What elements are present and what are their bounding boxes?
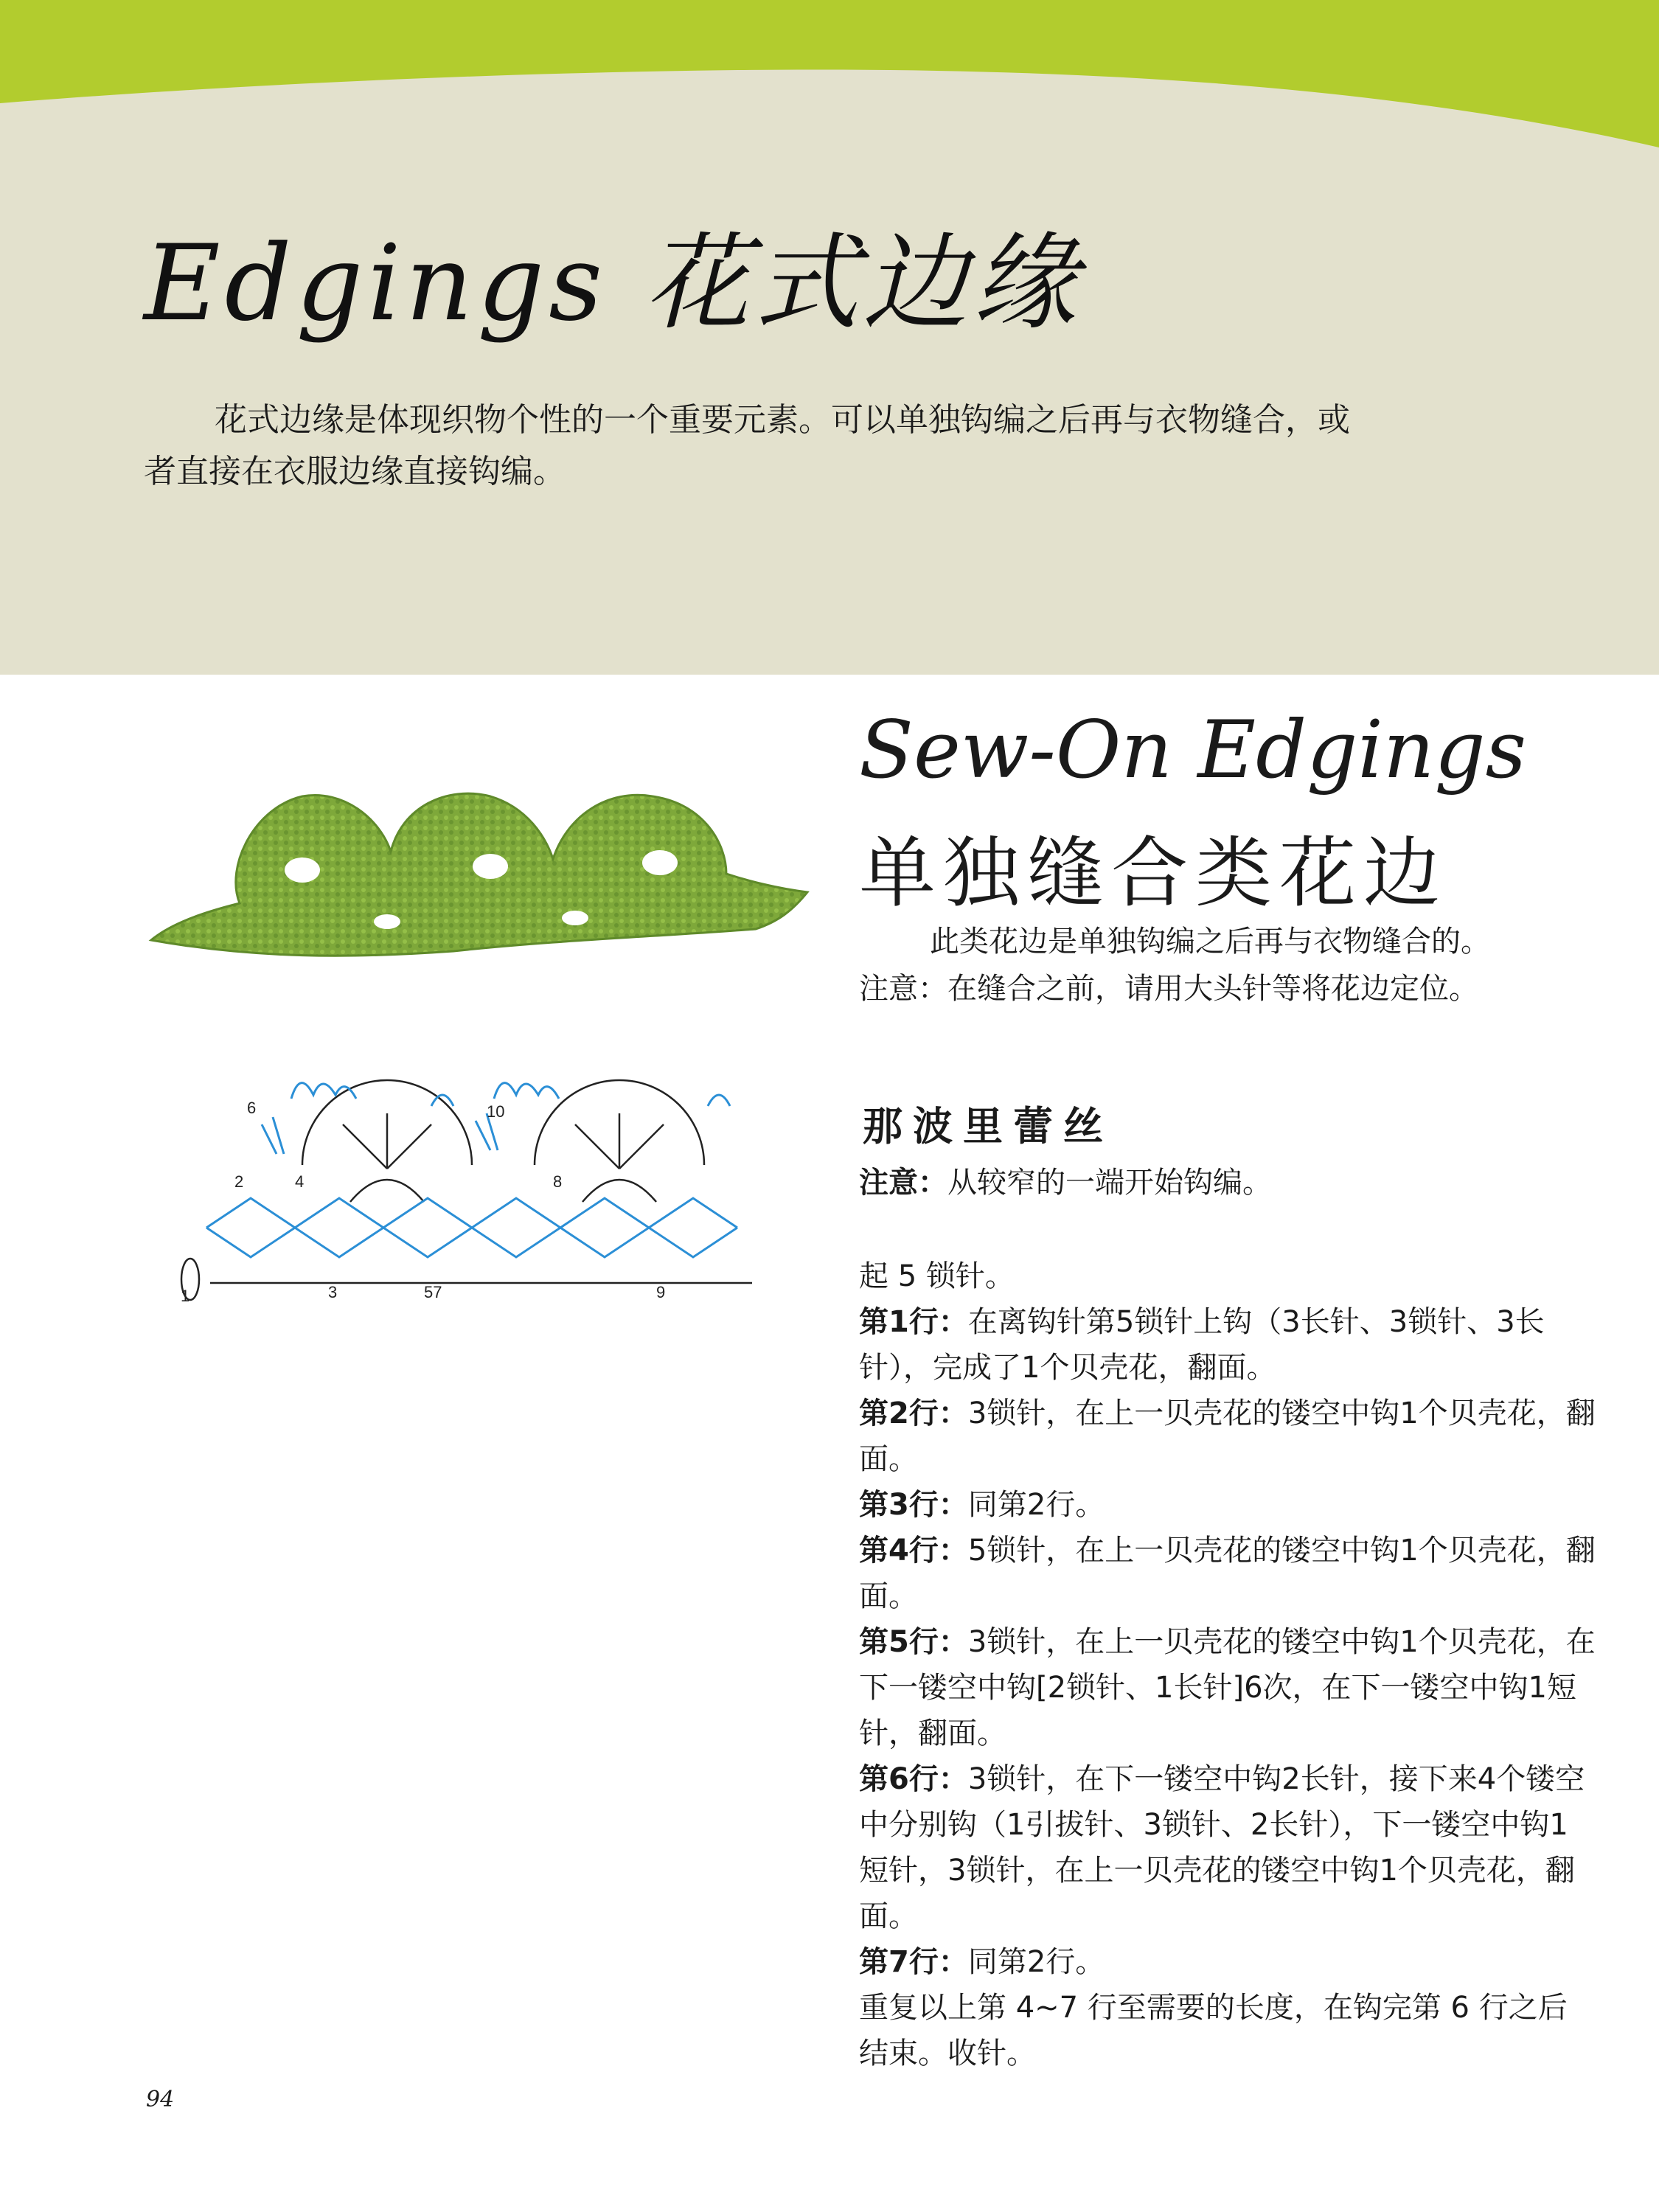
pattern-note-text: 从较窄的一端开始钩编。 (947, 1166, 1272, 1200)
row-instruction-7 (859, 1939, 1596, 1985)
page-number: 94 (146, 2087, 175, 2112)
pattern-note (859, 1159, 1272, 1201)
row-instruction-1 (859, 1299, 1596, 1391)
row-text: 3锁针，在下一镂空中钩2长针，接下来4个镂空中分别钩（1引拔针、3锁针、2长针），下一镂空中钩1短针，3锁针，在上一贝壳花的镂空中钩1个贝壳花，翻面。 (859, 1762, 1585, 1933)
pattern-note-label: 注意： (859, 1166, 947, 1200)
row-instruction-4 (859, 1528, 1596, 1619)
start-instruction: 起 5 锁针。 (859, 1259, 1015, 1293)
chart-label-row-3: 3 (328, 1283, 338, 1301)
chart-label-row-4: 4 (295, 1172, 305, 1191)
row-label: 第7行： (859, 1945, 968, 1979)
row-label: 第5行： (859, 1625, 968, 1659)
row-text: 同第2行。 (967, 1488, 1105, 1522)
row-label: 第1行： (859, 1305, 968, 1339)
chart-label-row-57: 57 (424, 1283, 442, 1301)
row-text: 在离钩针第5锁针上钩（3长针、3锁针、3长针），完成了1个贝壳花，翻面。 (859, 1305, 1545, 1385)
instructions (859, 1253, 1596, 2076)
page-title: Edgings 花式边缘 (144, 223, 1082, 344)
intro-paragraph: 花式边缘是体现织物个性的一个重要元素。可以单独钩编之后再与衣物缝合，或者直接在衣服边缘直接钩编。 (144, 401, 1350, 490)
row-text: 同第2行。 (967, 1945, 1105, 1979)
row-label: 第3行： (859, 1488, 968, 1522)
edging-photo (144, 763, 822, 962)
row-label: 第4行： (859, 1534, 968, 1568)
chart-label-row-2: 2 (234, 1172, 244, 1191)
row-text: 3锁针，在上一贝壳花的镂空中钩1个贝壳花，在下一镂空中钩[2锁针、1长针]6次，在下一镂空中钩1短针，翻面。 (859, 1625, 1596, 1750)
section-title-zh: 单独缝合类花边 (859, 828, 1448, 918)
section-intro-line1: 此类花边是单独钩编之后再与衣物缝合的。 (930, 925, 1490, 959)
repeat-instruction: 重复以上第 4~7 行至需要的长度，在钩完第 6 行之后结束。收针。 (859, 1991, 1568, 2070)
row-text: 3锁针，在上一贝壳花的镂空中钩1个贝壳花，翻面。 (859, 1397, 1596, 1476)
chart-label-row-8: 8 (553, 1172, 563, 1191)
crochet-chart (177, 1040, 789, 1305)
chart-label-row-10: 10 (487, 1102, 505, 1121)
section-intro-line2: 注意：在缝合之前，请用大头针等将花边定位。 (859, 972, 1478, 1006)
section-title-en: Sew-On Edgings (859, 704, 1527, 796)
pattern-name: 那波里蕾丝 (863, 1102, 1113, 1150)
chart-label-row-6: 6 (247, 1099, 257, 1117)
row-instruction-2 (859, 1391, 1596, 1482)
chart-label-row-1: 1 (181, 1287, 190, 1305)
row-text: 5锁针，在上一贝壳花的镂空中钩1个贝壳花，翻面。 (859, 1534, 1596, 1613)
chart-label-row-9: 9 (656, 1283, 666, 1301)
row-label: 第2行： (859, 1397, 968, 1430)
row-instruction-5 (859, 1619, 1596, 1756)
row-instruction-3 (859, 1482, 1596, 1528)
row-label: 第6行： (859, 1762, 968, 1796)
row-instruction-6 (859, 1756, 1596, 1939)
section-intro (859, 918, 1567, 1012)
